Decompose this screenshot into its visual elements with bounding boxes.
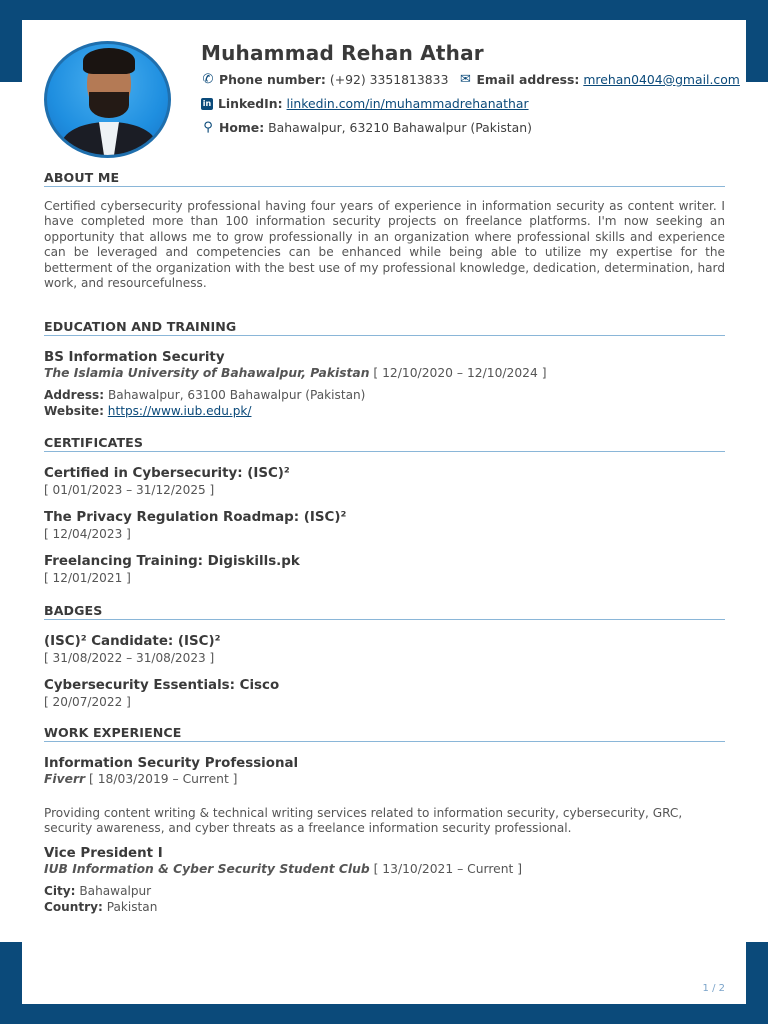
linkedin-link[interactable]: linkedin.com/in/muhammadrehanathar bbox=[286, 96, 529, 111]
employer-name: Fiverr bbox=[44, 772, 86, 786]
section-title: ABOUT ME bbox=[44, 170, 725, 187]
email-link[interactable]: mrehan0404@gmail.com bbox=[583, 72, 740, 87]
job-item: Information Security Professional Fiverr [ 18/03/2019 – Current ] Providing content writing & technical writing services related to information security, cybersecurity, GRC, security awareness, and cyber threats as a freelance information security professional. bbox=[44, 756, 725, 837]
job-city: City: Bahawalpur bbox=[44, 883, 152, 898]
contact-line-linkedin bbox=[201, 96, 529, 111]
corner-accent bbox=[0, 20, 22, 82]
section-title: CERTIFICATES bbox=[44, 435, 725, 452]
corner-accent bbox=[746, 20, 768, 82]
education-dates: [ 12/10/2020 – 12/10/2024 ] bbox=[373, 366, 547, 380]
certificate-item: The Privacy Regulation Roadmap: (ISC)² [ 12/04/2023 ] bbox=[44, 510, 347, 541]
certificates-section bbox=[44, 435, 725, 585]
certificate-item: Certified in Cybersecurity: (ISC)² [ 01/01/2023 – 31/12/2025 ] bbox=[44, 466, 290, 497]
job-country: Country: Pakistan bbox=[44, 899, 158, 914]
profile-photo bbox=[44, 41, 171, 158]
home-label: Home: bbox=[219, 120, 265, 135]
institution-line bbox=[44, 366, 725, 380]
degree-title: BS Information Security bbox=[44, 350, 225, 365]
bottom-band bbox=[0, 1004, 768, 1024]
corner-accent bbox=[746, 942, 768, 1004]
education-website: Website: https://www.iub.edu.pk/ bbox=[44, 404, 252, 418]
website-link[interactable]: https://www.iub.edu.pk/ bbox=[107, 404, 252, 418]
institution-name: The Islamia University of Bahawalpur, Pakistan bbox=[44, 366, 370, 380]
phone-number: (+92) 3351813833 bbox=[329, 72, 449, 87]
section-title: BADGES bbox=[44, 603, 725, 620]
badge-item: (ISC)² Candidate: (ISC)² [ 31/08/2022 – 31/08/2023 ] bbox=[44, 634, 221, 665]
education-section bbox=[44, 319, 725, 418]
section-title: WORK EXPERIENCE bbox=[44, 725, 725, 742]
corner-accent bbox=[0, 942, 22, 1004]
cv-header bbox=[44, 38, 740, 160]
education-address: Address: Bahawalpur, 63100 Bahawalpur (Pakistan) bbox=[44, 388, 366, 402]
employer-name: IUB Information & Cyber Security Student Club bbox=[44, 861, 370, 876]
certificate-item: Freelancing Training: Digiskills.pk [ 12/01/2021 ] bbox=[44, 554, 300, 585]
section-title: EDUCATION AND TRAINING bbox=[44, 319, 725, 336]
badges-section bbox=[44, 603, 725, 709]
location-pin-icon: ⚲ bbox=[203, 120, 213, 135]
full-name: Muhammad Rehan Athar bbox=[201, 41, 484, 65]
cv-page bbox=[44, 38, 740, 914]
contact-line-phone-email bbox=[201, 72, 740, 87]
phone-icon: ✆ bbox=[202, 72, 214, 87]
page-number: 1 / 2 bbox=[702, 983, 725, 994]
work-section bbox=[44, 725, 725, 914]
contact-line-home bbox=[201, 120, 532, 135]
email-icon: ✉ bbox=[460, 72, 471, 87]
linkedin-label: LinkedIn: bbox=[218, 96, 283, 111]
about-section bbox=[44, 170, 725, 291]
badge-item: Cybersecurity Essentials: Cisco [ 20/07/2022 ] bbox=[44, 678, 280, 709]
job-item: Vice President I IUB Information & Cyber Security Student Club [ 13/10/2021 – Current ] City: Bahawalpur Country: Pakistan bbox=[44, 846, 725, 914]
top-band bbox=[0, 0, 768, 20]
about-text: Certified cybersecurity professional having four years of experience in information security as content writer. I have completed more than 100 information security projects on freelance platforms. I'm now seeking an opportunity that allows me to grow professionally in an organization where professional skills and experience can be leveraged and competencies can be enhanced while being able to utilize my expertise for the betterment of the organization with the best use of my professional knowledge, dedication, determination, hard work, and resourcefulness. bbox=[44, 199, 725, 291]
email-label: Email address: bbox=[476, 72, 580, 87]
home-address: Bahawalpur, 63210 Bahawalpur (Pakistan) bbox=[268, 120, 532, 135]
phone-label: Phone number: bbox=[219, 72, 326, 87]
linkedin-icon: in bbox=[202, 98, 212, 108]
job-description: Providing content writing & technical writing services related to information security, cybersecurity, GRC, security awareness, and cyber threats as a freelance information security professional. bbox=[44, 806, 683, 836]
